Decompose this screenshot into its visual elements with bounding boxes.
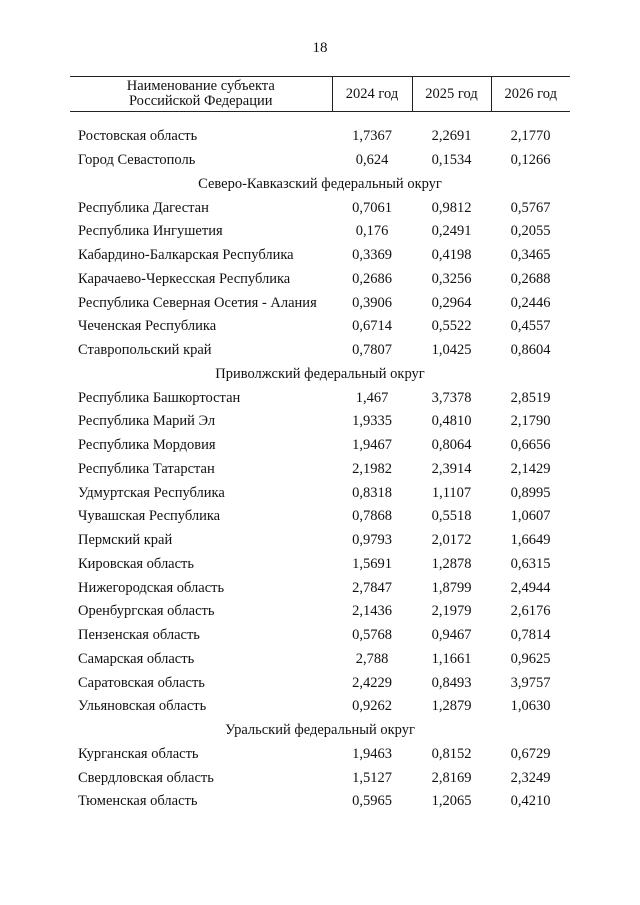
- region-header-row: [70, 363, 570, 387]
- value-2025: 0,3256: [431, 270, 472, 287]
- value-2024: 0,5965: [352, 793, 392, 810]
- value-2024: 0,7807: [352, 342, 392, 359]
- value-2025: 1,1661: [431, 650, 472, 667]
- value-2024: 0,7868: [352, 508, 392, 525]
- subject-name: Республика Башкортостан: [78, 389, 241, 406]
- page-number: 18: [312, 40, 328, 56]
- subject-name: Республика Татарстан: [78, 460, 215, 477]
- subject-name: Чеченская Республика: [78, 318, 217, 335]
- value-2024: 0,5768: [352, 627, 392, 644]
- value-2026: 0,7814: [510, 627, 551, 644]
- value-2024: 2,7847: [352, 579, 392, 596]
- header-year-2026: 2026 год: [491, 77, 570, 112]
- region-name: Северо-Кавказский федеральный округ: [198, 175, 442, 192]
- header-name-line2: Российской Федерации: [128, 93, 273, 109]
- value-2025: 1,2065: [431, 793, 472, 810]
- table-row: [70, 671, 570, 695]
- value-2024: 0,6714: [352, 318, 392, 335]
- table-row: [70, 505, 570, 529]
- value-2026: 2,1429: [510, 460, 551, 477]
- value-2024: 0,176: [355, 223, 389, 240]
- value-2024: 0,8318: [352, 484, 392, 501]
- value-2025: 3,7378: [431, 389, 472, 406]
- value-2025: 0,8152: [431, 745, 472, 762]
- value-2025: 0,9467: [431, 627, 472, 644]
- table-row: [70, 196, 570, 220]
- data-table: [70, 76, 570, 814]
- value-2025: 0,4198: [431, 247, 472, 264]
- value-2024: 0,3906: [352, 294, 392, 311]
- header-subject-name: [70, 77, 332, 112]
- table-row: [70, 291, 570, 315]
- value-2026: 2,4944: [510, 579, 551, 596]
- value-2025: 2,1979: [431, 603, 472, 620]
- value-2024: 1,9463: [352, 745, 392, 762]
- subject-name: Республика Северная Осетия - Алания: [78, 294, 317, 311]
- table-row: [70, 125, 570, 149]
- value-2024: 1,9467: [352, 437, 392, 454]
- value-2025: 1,2879: [431, 698, 472, 715]
- value-2025: 1,8799: [431, 579, 472, 596]
- table-row: [70, 315, 570, 339]
- table-row: [70, 386, 570, 410]
- value-2026: 0,3465: [510, 247, 551, 264]
- value-2026: 0,2055: [510, 223, 551, 240]
- value-2025: 1,2878: [431, 555, 472, 572]
- value-2026: 2,8519: [510, 389, 551, 406]
- value-2026: 0,5767: [510, 199, 551, 216]
- table-row: [70, 268, 570, 292]
- table-row: [70, 790, 570, 814]
- value-2025: 2,0172: [431, 532, 472, 549]
- table-row: [70, 576, 570, 600]
- value-2024: 0,624: [355, 152, 389, 169]
- value-2025: 1,0425: [431, 342, 472, 359]
- subject-name: Удмуртская Республика: [78, 484, 225, 501]
- table-row: [70, 244, 570, 268]
- value-2025: 0,2964: [431, 294, 472, 311]
- subject-name: Самарская область: [78, 650, 195, 667]
- subject-name: Республика Марий Эл: [78, 413, 216, 430]
- region-name: Уральский федеральный округ: [225, 722, 415, 739]
- value-2026: 0,4557: [510, 318, 551, 335]
- value-2025: 0,2491: [431, 223, 472, 240]
- value-2024: 1,5691: [352, 555, 392, 572]
- subject-name: Курганская область: [78, 745, 199, 762]
- value-2024: 0,3369: [352, 247, 392, 264]
- value-2025: 2,2691: [431, 128, 472, 145]
- value-2024: 1,467: [355, 389, 389, 406]
- value-2025: 1,1107: [431, 484, 472, 501]
- table-row: [70, 434, 570, 458]
- value-2026: 0,4210: [510, 793, 551, 810]
- value-2026: 0,6315: [510, 555, 551, 572]
- value-2024: 0,2686: [352, 270, 392, 287]
- value-2026: 1,0630: [510, 698, 551, 715]
- subject-name: Оренбургская область: [78, 603, 215, 620]
- subject-name: Ульяновская область: [78, 698, 207, 715]
- value-2026: 0,2688: [510, 270, 551, 287]
- table-row: [70, 339, 570, 363]
- table-row: [70, 600, 570, 624]
- table-row: [70, 743, 570, 767]
- value-2026: 3,9757: [510, 674, 551, 691]
- value-2026: 0,6729: [510, 745, 551, 762]
- table-row: [70, 553, 570, 577]
- table-row: [70, 766, 570, 790]
- header-year-2024: 2024 год: [332, 77, 412, 112]
- value-2024: 1,7367: [352, 128, 392, 145]
- table-row: [70, 458, 570, 482]
- subject-name: Кабардино-Балкарская Республика: [78, 247, 294, 264]
- value-2025: 2,3914: [431, 460, 472, 477]
- value-2025: 0,8493: [431, 674, 472, 691]
- subject-name: Кировская область: [78, 555, 195, 572]
- value-2025: 0,4810: [431, 413, 472, 430]
- table-row: [70, 624, 570, 648]
- value-2025: 0,8064: [431, 437, 472, 454]
- value-2026: 1,0607: [510, 508, 551, 525]
- table-row: [70, 149, 570, 173]
- value-2026: 0,8995: [510, 484, 551, 501]
- value-2026: 0,6656: [510, 437, 551, 454]
- table-row: [70, 695, 570, 719]
- value-2024: 0,9793: [352, 532, 392, 549]
- subject-name: Ставропольский край: [78, 342, 212, 359]
- value-2024: 0,9262: [352, 698, 392, 715]
- value-2026: 2,3249: [510, 769, 551, 786]
- value-2025: 2,8169: [431, 769, 472, 786]
- value-2026: 0,1266: [510, 152, 551, 169]
- header-year-2025: 2025 год: [412, 77, 491, 112]
- value-2025: 0,5522: [431, 318, 472, 335]
- subject-name: Нижегородская область: [78, 579, 225, 596]
- subject-name: Пермский край: [78, 532, 173, 549]
- value-2026: 0,8604: [510, 342, 551, 359]
- value-2026: 1,6649: [510, 532, 551, 549]
- value-2026: 0,2446: [510, 294, 551, 311]
- subject-name: Карачаево-Черкесская Республика: [78, 270, 291, 287]
- subject-name: Чувашская Республика: [78, 508, 221, 525]
- region-name: Приволжский федеральный округ: [215, 365, 425, 382]
- region-header-row: [70, 719, 570, 743]
- header-name-line1: Наименование субъекта: [126, 78, 275, 94]
- table-row: [70, 529, 570, 553]
- value-2025: 0,9812: [431, 199, 472, 216]
- table-row: [70, 648, 570, 672]
- subject-name: Город Севастополь: [78, 152, 196, 169]
- spacer-row: [70, 112, 570, 126]
- value-2024: 2,1436: [352, 603, 392, 620]
- value-2024: 0,7061: [352, 199, 392, 216]
- subject-name: Пензенская область: [78, 627, 200, 644]
- value-2024: 2,788: [355, 650, 389, 667]
- subject-name: Республика Дагестан: [78, 199, 209, 216]
- value-2026: 2,1790: [510, 413, 551, 430]
- subject-name: Республика Мордовия: [78, 437, 216, 454]
- subject-name: Республика Ингушетия: [78, 223, 223, 240]
- subject-name: Ростовская область: [78, 128, 198, 145]
- value-2026: 0,9625: [510, 650, 551, 667]
- subject-name: Саратовская область: [78, 674, 205, 691]
- table-body: [70, 112, 570, 814]
- table-row: [70, 410, 570, 434]
- value-2024: 2,1982: [352, 460, 392, 477]
- value-2026: 2,6176: [510, 603, 551, 620]
- subject-name: Тюменская область: [78, 793, 198, 810]
- value-2025: 0,1534: [431, 152, 472, 169]
- table-header: [70, 77, 570, 112]
- value-2025: 0,5518: [431, 508, 472, 525]
- table-row: [70, 220, 570, 244]
- value-2024: 1,9335: [352, 413, 392, 430]
- value-2024: 2,4229: [352, 674, 392, 691]
- value-2026: 2,1770: [510, 128, 551, 145]
- subject-name: Свердловская область: [78, 769, 214, 786]
- value-2024: 1,5127: [352, 769, 392, 786]
- table-row: [70, 481, 570, 505]
- region-header-row: [70, 173, 570, 197]
